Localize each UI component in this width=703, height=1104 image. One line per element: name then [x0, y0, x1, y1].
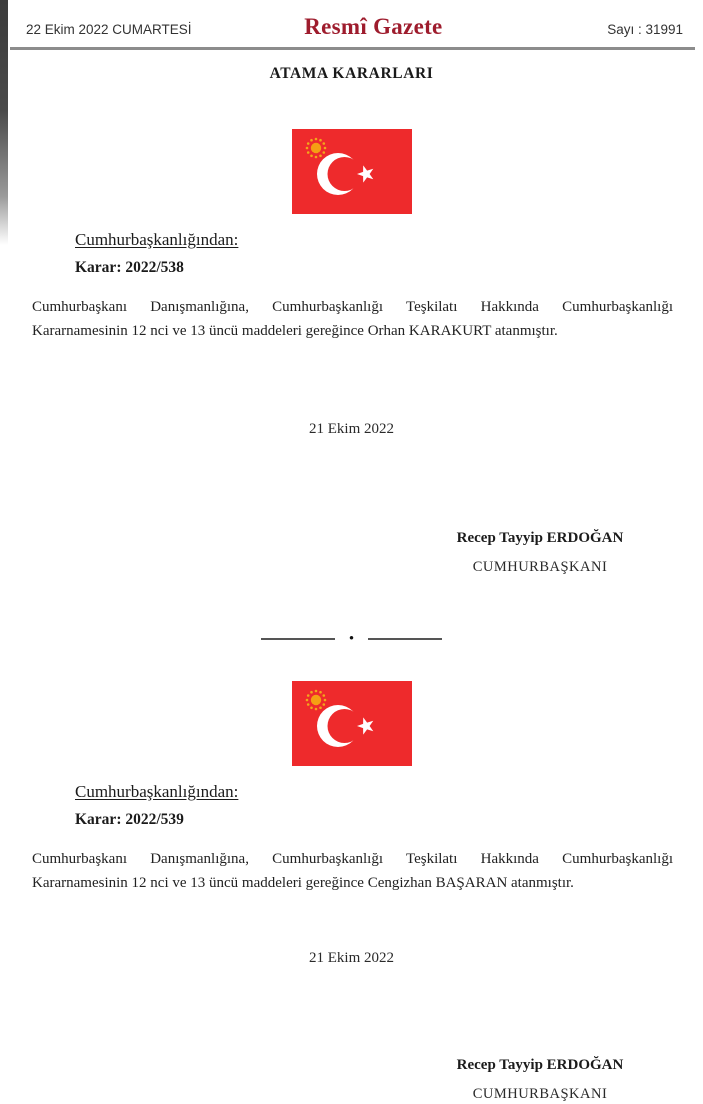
masthead-rule — [10, 47, 695, 50]
decree-number: Karar: 2022/538 — [75, 259, 184, 276]
divider-line-right — [368, 638, 442, 640]
decree-body-text: Cumhurbaşkanı Danışmanlığına, Cumhurbaşkanlığı Teşkilatı Hakkında Cumhurbaşkanlığı Kararnamesinin 12 nci ve 13 üncü maddeleri gereğince Cengizhan BAŞARAN atanmıştır. — [32, 851, 673, 891]
decree-authority: Cumhurbaşkanlığından: — [75, 782, 239, 801]
signer-title: CUMHURBAŞKANI — [472, 1086, 608, 1102]
decree-number: Karar: 2022/539 — [75, 811, 184, 828]
scan-edge-artifact — [0, 0, 8, 245]
divider-line-left — [261, 638, 335, 640]
signature-block — [405, 1057, 675, 1103]
decree-date: 21 Ekim 2022 — [309, 421, 394, 437]
masthead-issue-number: Sayı : 31991 — [607, 22, 683, 37]
signature-block — [405, 530, 675, 576]
section-divider: • — [0, 638, 703, 640]
turkish-presidential-flag-icon — [292, 129, 412, 214]
decree-body-text: Cumhurbaşkanı Danışmanlığına, Cumhurbaşkanlığı Teşkilatı Hakkında Cumhurbaşkanlığı Kararnamesinin 12 nci ve 13 üncü maddeleri gereğince Orhan KARAKURT atanmıştır. — [32, 299, 673, 339]
signer-name: Recep Tayyip ERDOĞAN — [456, 1057, 624, 1073]
flag-svg — [292, 129, 412, 214]
decree-date: 21 Ekim 2022 — [309, 950, 394, 966]
masthead — [0, 0, 703, 40]
signer-name: Recep Tayyip ERDOĞAN — [456, 530, 624, 546]
flag-svg — [292, 681, 412, 766]
turkish-presidential-flag-icon — [292, 681, 412, 766]
signer-title: CUMHURBAŞKANI — [472, 559, 608, 575]
decree-authority: Cumhurbaşkanlığından: — [75, 230, 239, 249]
gazette-title: Resmî Gazete — [304, 14, 443, 39]
masthead-date: 22 Ekim 2022 CUMARTESİ — [26, 22, 192, 37]
section-title: ATAMA KARARLARI — [269, 65, 434, 82]
